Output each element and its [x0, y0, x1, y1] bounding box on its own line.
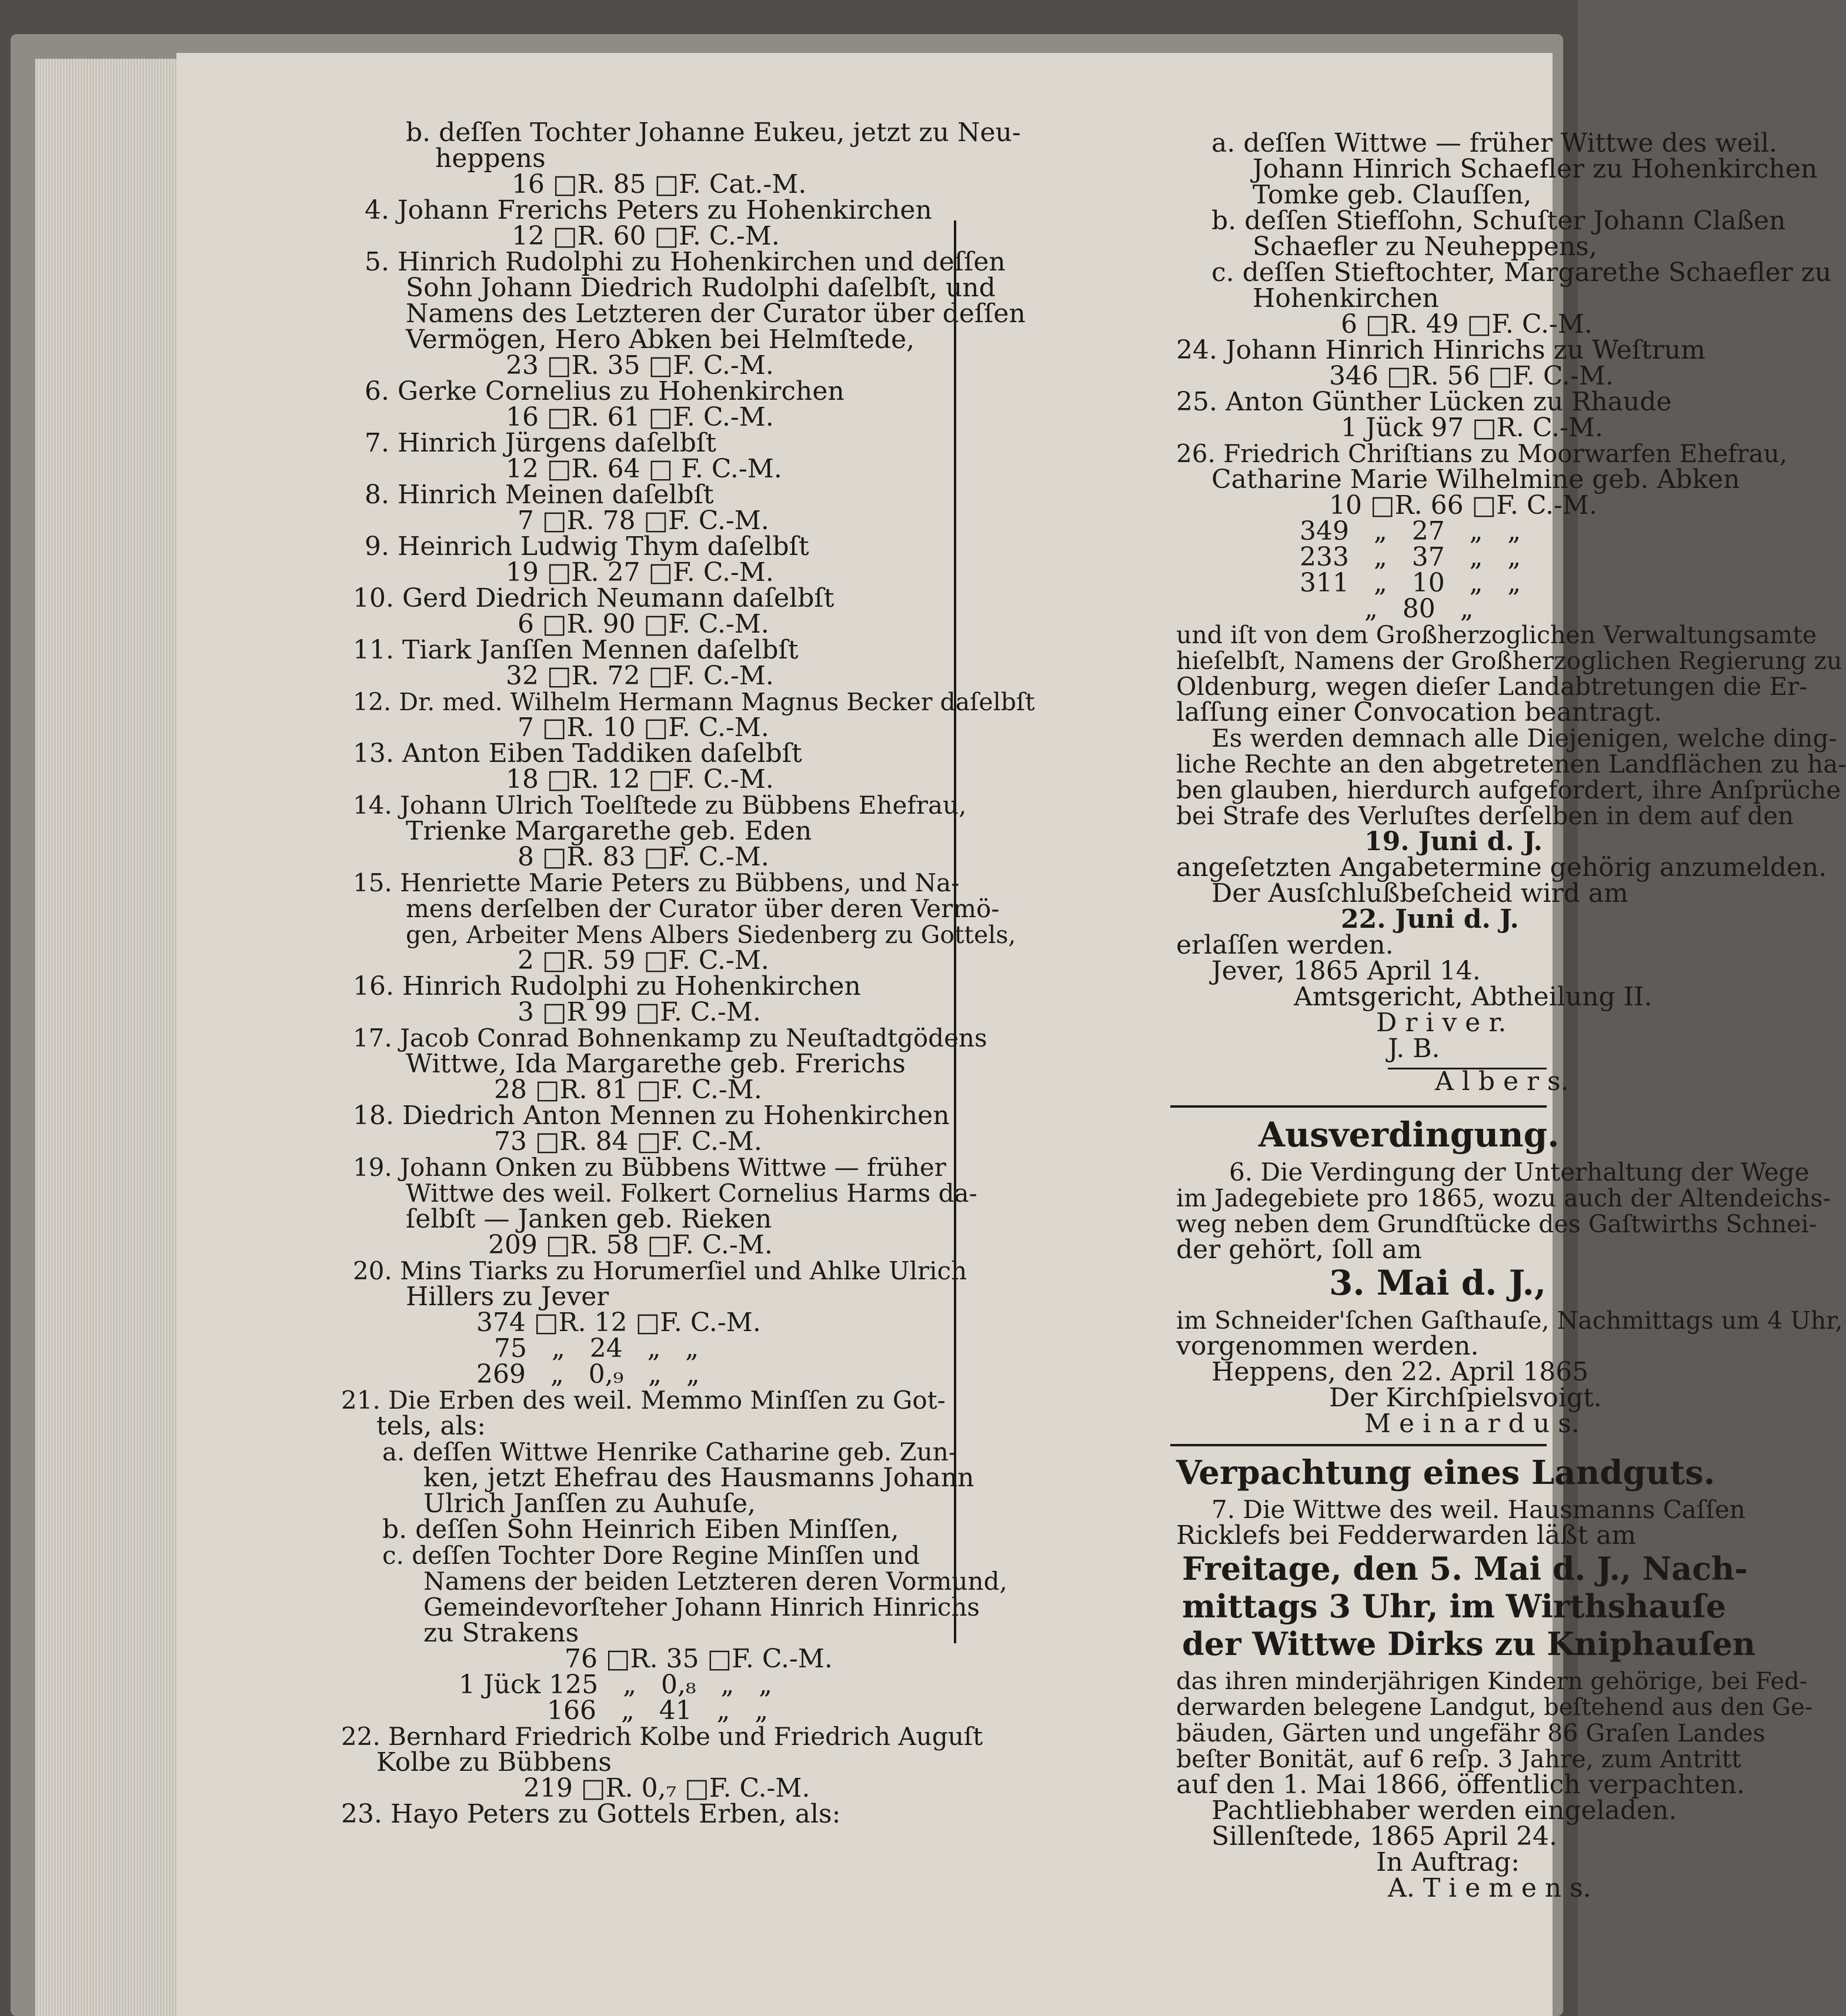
text-line: 6. Die Verdingung der Unterhaltung der Wege — [1229, 1158, 1810, 1186]
text-line: 23 □R. 35 □F. C.-M. — [506, 350, 774, 380]
text-line: Pachtliebhaber werden eingeladen. — [1211, 1796, 1677, 1826]
text-line: a. deſſen Wittwe Henrike Catharine geb. Zun- — [382, 1437, 957, 1466]
text-line: Gemeindevorſteher Johann Hinrich Hinrichs — [423, 1593, 980, 1622]
text-line: im Jadegebiete pro 1865, wozu auch der Altendeichs- — [1176, 1184, 1831, 1212]
text-line: 311 „ 10 „ „ — [1300, 568, 1521, 598]
text-line: Jever, 1865 April 14. — [1211, 956, 1481, 986]
text-line: a. deſſen Wittwe — früher Wittwe des weil. — [1211, 128, 1778, 158]
text-line: 7. Die Wittwe des weil. Hausmanns Caſſen — [1211, 1495, 1745, 1524]
text-line: 15. Henriette Marie Peters zu Bübbens, und Na- — [353, 868, 960, 897]
text-line: ſelbſt — Janken geb. Rieken — [406, 1204, 772, 1234]
text-line: 20. Mins Tiarks zu Horumerſiel und Ahlke Ulrich — [353, 1256, 967, 1285]
text-line: „ 80 „ — [1364, 594, 1474, 624]
text-line: 18 □R. 12 □F. C.-M. — [506, 764, 774, 794]
text-line: 349 „ 27 „ „ — [1300, 516, 1521, 546]
text-line: 9. Heinrich Ludwig Thym daſelbſt — [365, 531, 809, 561]
text-line: 8 □R. 83 □F. C.-M. — [518, 842, 769, 872]
text-line: das ihren minderjährigen Kindern gehörige, bei Fed- — [1176, 1668, 1808, 1695]
text-line: 374 □R. 12 □F. C.-M. — [476, 1308, 761, 1338]
text-line: 14. Johann Ulrich Toelſtede zu Bübbens Ehefrau, — [353, 791, 967, 820]
text-line: zu Strakens — [423, 1618, 579, 1648]
text-line: 233 „ 37 „ „ — [1300, 542, 1521, 572]
text-line: Vermögen, Hero Abken bei Helmſtede, — [406, 325, 915, 355]
text-line: 269 „ 0,₉ „ „ — [476, 1359, 700, 1389]
text-line: Namens der beiden Letzteren deren Vormund, — [423, 1567, 1007, 1596]
text-line: 75 „ 24 „ „ — [494, 1333, 699, 1363]
text-line: Ricklefs bei Fedderwarden läßt am — [1176, 1520, 1637, 1550]
text-line: D r i v e r. — [1376, 1008, 1507, 1038]
text-line: 19. Juni d. J. — [1364, 827, 1543, 857]
text-line: im Schneider'ſchen Gaſthauſe, Nachmittags um 4 Uhr, — [1176, 1306, 1843, 1335]
text-line: 7 □R. 10 □F. C.-M. — [518, 713, 769, 743]
text-line: vorgenommen werden. — [1176, 1331, 1479, 1361]
text-line: 12 □R. 60 □F. C.-M. — [512, 221, 780, 251]
heading-ausverdingung: Ausverdingung. — [1259, 1115, 1560, 1155]
text-line: Catharine Marie Wilhelmine geb. Abken — [1211, 464, 1740, 494]
text-line: 8. Hinrich Meinen daſelbſt — [365, 480, 714, 510]
text-line: 10. Gerd Diedrich Neumann daſelbſt — [353, 583, 834, 613]
text-line: J. B. — [1388, 1034, 1440, 1064]
text-line: b. deſſen Sohn Heinrich Eiben Minſſen, — [382, 1514, 899, 1544]
text-line: 6 □R. 90 □F. C.-M. — [518, 609, 769, 639]
text-line: 21. Die Erben des weil. Memmo Minſſen zu Got- — [341, 1386, 946, 1415]
text-line: 23. Hayo Peters zu Gottels Erben, als: — [341, 1799, 841, 1829]
text-line: 209 □R. 58 □F. C.-M. — [488, 1230, 773, 1260]
text-line: 12 □R. 64 □ F. C.-M. — [506, 454, 782, 484]
text-line: A l b e r s. — [1435, 1066, 1569, 1096]
text-line: 7. Hinrich Jürgens daſelbſt — [365, 428, 716, 458]
text-line: 22. Bernhard Friedrich Kolbe und Friedrich Auguſt — [341, 1722, 983, 1751]
text-line: mens derſelben der Curator über deren Vermö- — [406, 894, 1000, 923]
text-line: und iſt von dem Großherzoglichen Verwaltungsamte — [1176, 621, 1817, 649]
text-line: 5. Hinrich Rudolphi zu Hohenkirchen und deſſen — [365, 247, 1006, 277]
section-divider — [1170, 1444, 1547, 1446]
text-line: 6. Gerke Cornelius zu Hohenkirchen — [365, 376, 844, 406]
text-line: Namens des Letzteren der Curator über deſſen — [406, 299, 1026, 329]
text-line: Sillenſtede, 1865 April 24. — [1211, 1821, 1557, 1851]
text-line: Amtsgericht, Abtheilung II. — [1294, 982, 1653, 1012]
text-line: liche Rechte an den abgetretenen Landflächen zu ha- — [1176, 750, 1846, 778]
text-line: 16 □R. 61 □F. C.-M. — [506, 402, 774, 432]
text-line: A. T i e m e n s. — [1388, 1873, 1591, 1903]
text-line: Heppens, den 22. April 1865 — [1211, 1357, 1589, 1387]
text-line: 26. Friedrich Chriſtians zu Moorwarfen Ehefrau, — [1176, 439, 1788, 468]
text-line: ken, jetzt Ehefrau des Hausmanns Johann — [423, 1463, 974, 1493]
page-edges — [35, 59, 176, 2016]
heading-verpachtung: Verpachtung eines Landguts. — [1176, 1453, 1715, 1492]
text-line: erlaſſen werden. — [1176, 930, 1394, 960]
text-line: Trienke Margarethe geb. Eden — [406, 816, 812, 846]
section-divider — [1170, 1105, 1547, 1108]
date-highlight: Freitage, den 5. Mai d. J., Nach- — [1182, 1550, 1748, 1587]
text-line: laſſung einer Convocation beantragt. — [1176, 697, 1663, 727]
date-highlight: mittags 3 Uhr, im Wirthshauſe — [1182, 1587, 1727, 1625]
text-line: 24. Johann Hinrich Hinrichs zu Weſtrum — [1176, 335, 1705, 365]
text-line: Hohenkirchen — [1253, 283, 1439, 313]
text-line: c. deſſen Stieftochter, Margarethe Schaefler zu — [1211, 258, 1832, 287]
text-line: 25. Anton Günther Lücken zu Rhaude — [1176, 387, 1672, 417]
text-line: b. deſſen Tochter Johanne Eukeu, jetzt zu Neu- — [406, 118, 1021, 148]
text-line: Kolbe zu Bübbens — [376, 1747, 612, 1777]
text-line: beſter Bonität, auf 6 reſp. 3 Jahre, zum Antritt — [1176, 1745, 1741, 1773]
text-line: Der Kirchſpielsvoigt. — [1329, 1383, 1602, 1413]
text-line: Sohn Johann Diedrich Rudolphi daſelbſt, und — [406, 273, 996, 303]
text-line: Schaefler zu Neuheppens, — [1253, 232, 1597, 262]
text-line: Ulrich Janſſen zu Auhuſe, — [423, 1489, 756, 1519]
text-line: 17. Jacob Conrad Bohnenkamp zu Neuſtadtgödens — [353, 1024, 987, 1052]
text-line: 11. Tiark Janſſen Mennen daſelbſt — [353, 635, 799, 665]
text-line: 12. Dr. med. Wilhelm Hermann Magnus Becker daſelbſt — [353, 688, 1035, 716]
text-line: 73 □R. 84 □F. C.-M. — [494, 1126, 762, 1156]
text-line: 16 □R. 85 □F. Cat.-M. — [512, 169, 807, 199]
text-line: 19. Johann Onken zu Bübbens Wittwe — früher — [353, 1153, 946, 1182]
text-line: heppens — [435, 143, 546, 173]
text-line: Wittwe des weil. Folkert Cornelius Harms da- — [406, 1179, 977, 1208]
text-line: Hillers zu Jever — [406, 1282, 609, 1312]
text-line: 4. Johann Frerichs Peters zu Hohenkirchen — [365, 195, 932, 225]
text-line: 16. Hinrich Rudolphi zu Hohenkirchen — [353, 971, 861, 1001]
text-line: Tomke geb. Clauſſen, — [1253, 180, 1532, 210]
text-line: 7 □R. 78 □F. C.-M. — [518, 506, 769, 536]
text-line: auf den 1. Mai 1866, öffentlich verpachten. — [1176, 1770, 1745, 1800]
text-line: gen, Arbeiter Mens Albers Siedenberg zu Gottels, — [406, 921, 1016, 949]
text-line: M e i n a r d u s. — [1364, 1409, 1580, 1439]
text-line: 22. Juni d. J. — [1341, 904, 1519, 934]
text-line: 76 □R. 35 □F. C.-M. — [565, 1644, 833, 1674]
text-line: 166 „ 41 „ „ — [547, 1696, 769, 1726]
text-line: angeſetzten Angabetermine gehörig anzumelden. — [1176, 852, 1827, 882]
text-line: bei Strafe des Verluſtes derſelben in dem auf den — [1176, 801, 1794, 830]
text-line: Es werden demnach alle Diejenigen, welche ding- — [1211, 724, 1837, 753]
text-line: derwarden belegene Landgut, beſtehend aus den Ge- — [1176, 1694, 1813, 1721]
text-line: Der Ausſchlußbeſcheid wird am — [1211, 878, 1628, 908]
text-line: ben glauben, hierdurch aufgefordert, ihre Anſprüche — [1176, 775, 1841, 804]
text-line: 346 □R. 56 □F. C.-M. — [1329, 361, 1614, 391]
text-line: c. deſſen Tochter Dore Regine Minſſen und — [382, 1541, 920, 1570]
newspaper-page — [176, 53, 1846, 2016]
date-highlight: der Wittwe Dirks zu Kniphauſen — [1182, 1625, 1756, 1663]
text-line: Oldenburg, wegen dieſer Landabtretungen die Er- — [1176, 672, 1808, 701]
text-line: der gehört, ſoll am — [1176, 1235, 1422, 1265]
text-line: bäuden, Gärten und ungefähr 86 Graſen Landes — [1176, 1719, 1765, 1747]
text-line: tels, als: — [376, 1411, 486, 1441]
text-line: 13. Anton Eiben Taddiken daſelbſt — [353, 738, 802, 768]
text-line: 3 □R 99 □F. C.-M. — [518, 997, 761, 1027]
text-line: 32 □R. 72 □F. C.-M. — [506, 661, 774, 691]
text-line: 1 Jück 97 □R. C.-M. — [1341, 413, 1603, 443]
text-line: In Auftrag: — [1376, 1847, 1520, 1877]
text-line: 28 □R. 81 □F. C.-M. — [494, 1075, 762, 1105]
text-line: 18. Diedrich Anton Mennen zu Hohenkirchen — [353, 1101, 950, 1131]
text-line: 2 □R. 59 □F. C.-M. — [518, 945, 769, 975]
text-line: 219 □R. 0,₇ □F. C.-M. — [523, 1773, 810, 1803]
text-line: weg neben dem Grundſtücke des Gaſtwirths Schnei- — [1176, 1210, 1817, 1238]
text-line: Wittwe, Ida Margarethe geb. Frerichs — [406, 1049, 906, 1079]
text-line: 10 □R. 66 □F. C.-M. — [1329, 490, 1597, 520]
text-line: 1 Jück 125 „ 0,₈ „ „ — [459, 1670, 773, 1700]
text-line: 19 □R. 27 □F. C.-M. — [506, 557, 774, 587]
text-line: 6 □R. 49 □F. C.-M. — [1341, 309, 1593, 339]
text-line: b. deſſen Stiefſohn, Schuſter Johann Claßen — [1211, 206, 1786, 236]
text-line: hieſelbſt, Namens der Großherzoglichen Regierung zu — [1176, 647, 1842, 675]
date-highlight: 3. Mai d. J., — [1329, 1263, 1547, 1303]
text-line: Johann Hinrich Schaefler zu Hohenkirchen — [1253, 154, 1818, 184]
